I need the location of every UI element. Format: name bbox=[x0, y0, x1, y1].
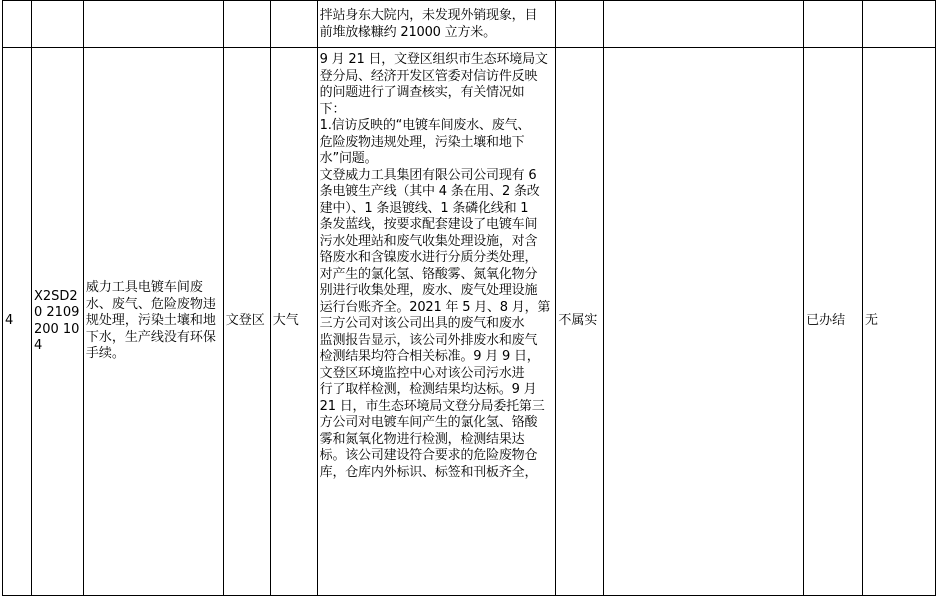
result-line: 标。该公司建设符合要求的危险废物仓 bbox=[319, 448, 538, 463]
result-line: 三方公司对该公司出具的废气和废水 bbox=[319, 316, 525, 331]
result-line: 下： bbox=[319, 101, 346, 117]
result-line: 污水处理站和废气收集处理设施，对含 bbox=[319, 233, 538, 249]
result-line: 方公司对电镀车间产生的氯化氢、铬酸 bbox=[319, 415, 538, 430]
status-cell: 已办结 bbox=[804, 48, 863, 596]
row-number-cell bbox=[3, 1, 32, 48]
result-line: 行了取样检测，检测结果均达标。9 月 bbox=[319, 382, 537, 397]
other-cell: 无 bbox=[863, 48, 936, 596]
district-cell: 文登区 bbox=[223, 48, 270, 596]
result-line: 铬废水和含镍废水进行分质分类处理， bbox=[319, 250, 538, 265]
district-cell bbox=[223, 1, 270, 48]
result-line: 库，仓库内外标识、标签和刊板齐全， bbox=[319, 464, 538, 480]
result-line: 运行台账齐全。2021 年 5 月、8 月，第 bbox=[319, 299, 551, 315]
case-code-cell bbox=[31, 1, 83, 48]
investigation-result-cell bbox=[317, 1, 556, 48]
issue-cell bbox=[83, 1, 223, 48]
result-line: 的问题进行了调查核实，有关情况如 bbox=[319, 85, 525, 100]
result-line: 文登威力工具集团有限公司公司现有 6 bbox=[319, 167, 537, 183]
result-line: 9 月 21 日，文登区组织市生态环境局文 bbox=[319, 52, 548, 67]
result-line: 水”问题。 bbox=[319, 151, 378, 166]
result-line: 检测结果均符合相关标准。9 月 9 日， bbox=[319, 349, 540, 364]
table-row bbox=[3, 1, 936, 48]
action-cell bbox=[604, 48, 804, 596]
result-line: 拌站身东大院内，未发现外销现象，目 bbox=[319, 8, 538, 23]
issue-cell: 威力工具电镀车间废水、废气、危险废物违规处理，污染土壤和地下水，生产线没有环保手续。 bbox=[83, 48, 223, 596]
status-cell bbox=[804, 1, 863, 48]
result-line: 21 日，市生态环境局文登分局委托第三 bbox=[319, 398, 545, 414]
result-line: 前堆放椽糠约 21000 立方米。 bbox=[319, 24, 496, 40]
verdict-cell bbox=[556, 1, 604, 48]
result-line: 条电镀生产线（其中 4 条在用、2 条改 bbox=[319, 184, 540, 199]
result-line: 雾和氮氧化物进行检测，检测结果达 bbox=[319, 431, 525, 447]
pollution-type-cell: 大气 bbox=[270, 48, 317, 596]
pollution-type-cell bbox=[270, 1, 317, 48]
result-line: 登分局、经济开发区管委对信访件反映 bbox=[319, 68, 538, 84]
result-line: 文登区环境监控中心对该公司污水进 bbox=[319, 365, 525, 381]
other-cell bbox=[863, 1, 936, 48]
complaint-table bbox=[2, 0, 936, 596]
result-line: 建中）、1 条退镀线、1 条磷化线和 1 bbox=[319, 200, 529, 216]
result-line: 条发蓝线，按要求配套建设了电镀车间 bbox=[319, 217, 538, 232]
action-cell bbox=[604, 1, 804, 48]
result-line: 别进行收集处理，废水、废气处理设施 bbox=[319, 283, 538, 298]
result-line: 1.信访反映的“电镀车间废水、废气、 bbox=[319, 118, 531, 133]
table-row bbox=[3, 48, 936, 596]
investigation-result-cell bbox=[317, 48, 556, 596]
case-code-cell: X2SD20 2109200 104 bbox=[31, 48, 83, 596]
result-line: 对产生的氯化氢、铬酸雾、氮氧化物分 bbox=[319, 266, 538, 282]
row-number-cell: 4 bbox=[3, 48, 32, 596]
result-line: 危险废物违规处理，污染土壤和地下 bbox=[319, 134, 525, 150]
verdict-cell: 不属实 bbox=[556, 48, 604, 596]
result-line: 监测报告显示，该公司外排废水和废气 bbox=[319, 332, 538, 348]
